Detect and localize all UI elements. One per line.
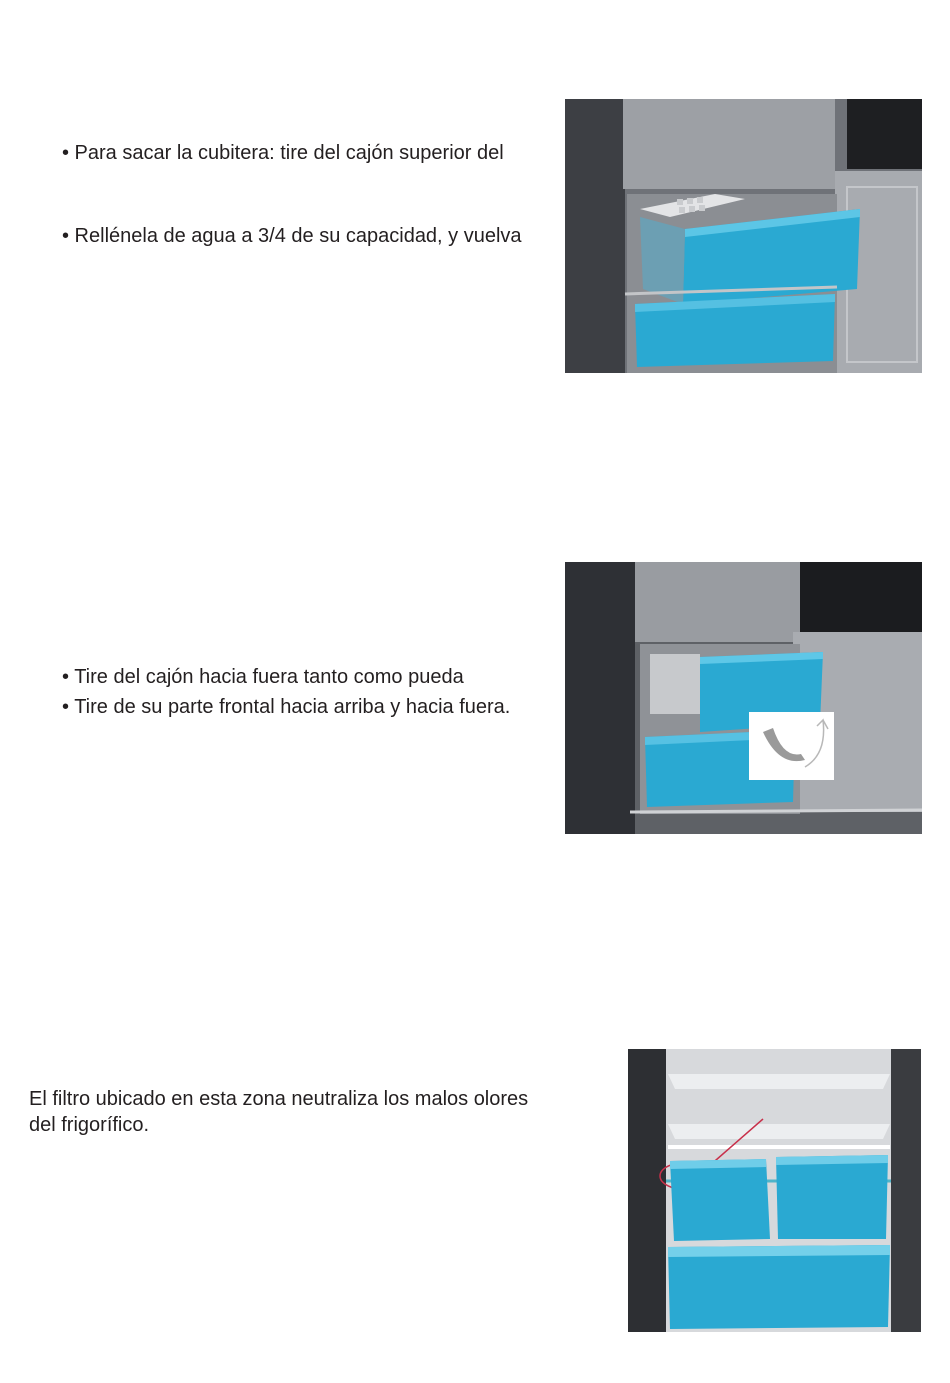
freezer-drawer-removal-image xyxy=(565,562,922,834)
fridge-filter-location-image xyxy=(628,1049,921,1332)
bullet-lift-drawer-front: • Tire de su parte frontal hacia arriba y hacia fuera. xyxy=(62,696,511,718)
filter-description-line-2: del frigorífico. xyxy=(29,1114,150,1136)
bullet-pull-drawer-out: • Tire del cajón hacia fuera tanto como pueda xyxy=(62,666,464,688)
bullet-refill-ice-tray: • Rellénela de agua a 3/4 de su capacidad, y vuelva xyxy=(62,225,522,247)
filter-description-line-1: El filtro ubicado en esta zona neutraliza los malos olores xyxy=(29,1088,529,1110)
bullet-remove-ice-tray: • Para sacar la cubitera: tire del cajón superior del xyxy=(62,142,504,164)
freezer-drawer-ice-tray-image xyxy=(565,99,922,373)
